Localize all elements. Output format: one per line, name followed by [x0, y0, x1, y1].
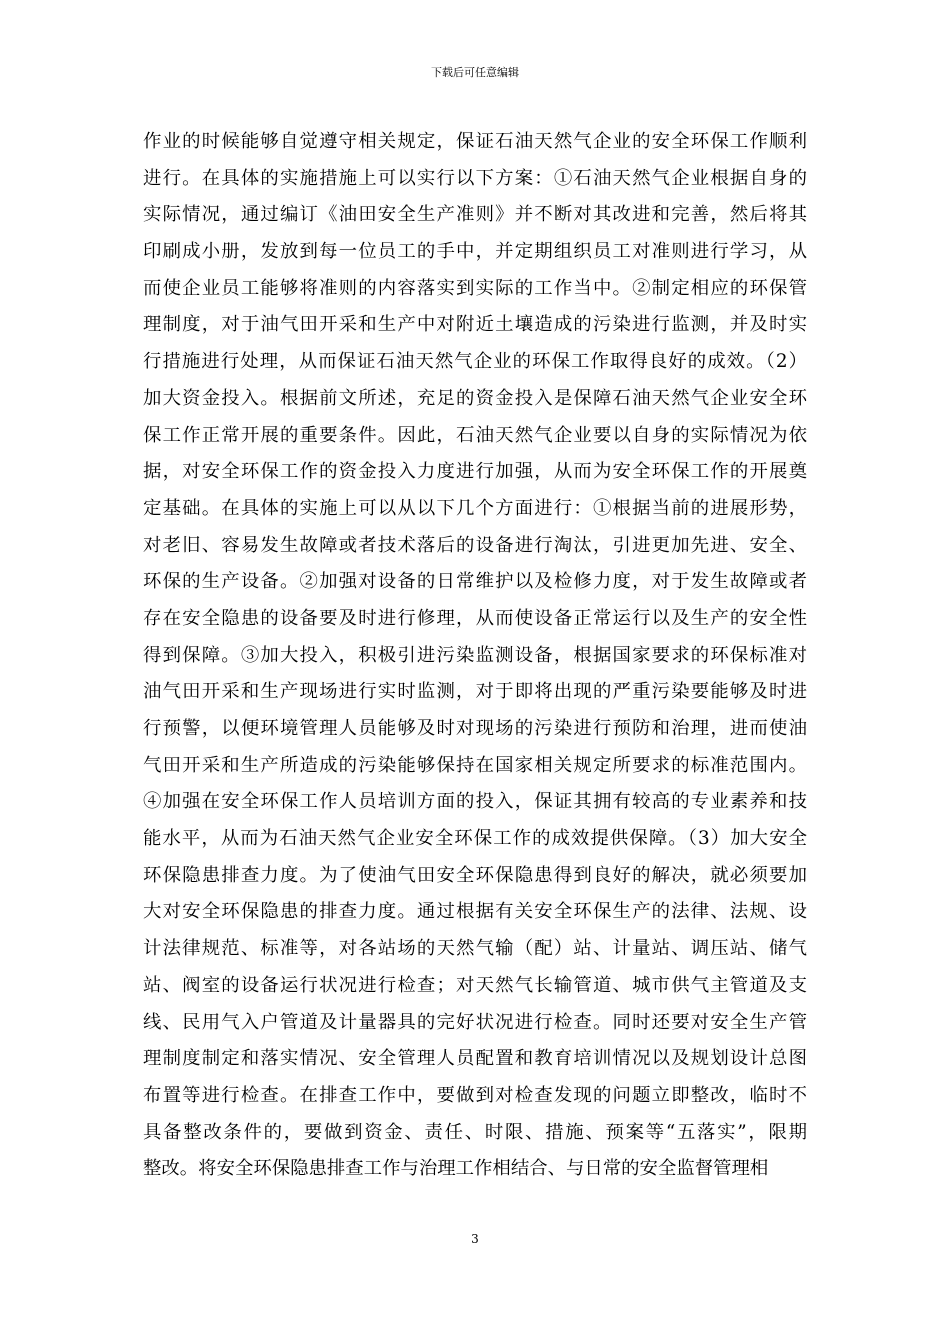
body-line: 印刷成小册，发放到每一位员工的手中，并定期组织员工对准则进行学习，从: [143, 241, 807, 263]
body-line: 环保的生产设备。②加强对设备的日常维护以及检修力度，对于发生故障或者: [143, 571, 807, 593]
body-line: 理制度，对于油气田开采和生产中对附近土壤造成的污染进行监测，并及时实: [143, 314, 807, 336]
body-line: 保工作正常开展的重要条件。因此，石油天然气企业要以自身的实际情况为依: [143, 424, 807, 446]
body-line: 布置等进行检查。在排查工作中，要做到对检查发现的问题立即整改，临时不: [143, 1084, 807, 1106]
body-line: 加大资金投入。根据前文所述，充足的资金投入是保障石油天然气企业安全环: [143, 387, 807, 409]
body-line: 大对安全环保隐患的排查力度。通过根据有关安全环保生产的法律、法规、设: [143, 901, 807, 923]
body-line: 而使企业员工能够将准则的内容落实到实际的工作当中。②制定相应的环保管: [143, 277, 807, 299]
body-line: 油气田开采和生产现场进行实时监测，对于即将出现的严重污染要能够及时进: [143, 681, 807, 703]
page-number: 3: [471, 1232, 479, 1246]
body-line: 得到保障。③加大投入，积极引进污染监测设备，根据国家要求的环保标准对: [143, 644, 807, 666]
body-line: 作业的时候能够自觉遵守相关规定，保证石油天然气企业的安全环保工作顺利: [143, 131, 807, 152]
body-line: 进行。在具体的实施措施上可以实行以下方案：①石油天然气企业根据自身的: [143, 167, 807, 189]
body-line: 对老旧、容易发生故障或者技术落后的设备进行淘汰，引进更加先进、安全、: [143, 534, 807, 556]
body-line: 能水平，从而为石油天然气企业安全环保工作的成效提供保障。（3）加大安全: [143, 828, 807, 850]
body-line: 线、民用气入户管道及计量器具的完好状况进行检查。同时还要对安全生产管: [143, 1011, 807, 1033]
body-line: ④加强在安全环保工作人员培训方面的投入，保证其拥有较高的专业素养和技: [143, 791, 807, 813]
body-line: 计法律规范、标准等，对各站场的天然气输（配）站、计量站、调压站、储气: [143, 938, 807, 960]
body-line: 实际情况，通过编订《油田安全生产准则》并不断对其改进和完善，然后将其: [143, 204, 807, 226]
page-header: 下载后可任意编辑: [431, 66, 519, 79]
body-line: 整改。将安全环保隐患排查工作与治理工作相结合、与日常的安全监督管理相: [143, 1158, 769, 1180]
body-line: 气田开采和生产所造成的污染能够保持在国家相关规定所要求的标准范围内。: [143, 754, 807, 776]
body-line: 据，对安全环保工作的资金投入力度进行加强，从而为安全环保工作的开展奠: [143, 461, 807, 483]
body-line: 具备整改条件的，要做到资金、责任、时限、措施、预案等“五落实”，限期: [143, 1121, 807, 1143]
body-line: 行预警，以便环境管理人员能够及时对现场的污染进行预防和治理，进而使油: [143, 718, 807, 739]
body-line: 行措施进行处理，从而保证石油天然气企业的环保工作取得良好的成效。（2）: [143, 351, 807, 373]
document-body: [143, 124, 807, 1188]
body-line: 环保隐患排查力度。为了使油气田安全环保隐患得到良好的解决，就必须要加: [143, 864, 807, 886]
body-line: 理制度制定和落实情况、安全管理人员配置和教育培训情况以及规划设计总图: [143, 1048, 807, 1070]
body-line: 存在安全隐患的设备要及时进行修理，从而使设备正常运行以及生产的安全性: [143, 607, 807, 629]
body-line: 定基础。在具体的实施上可以从以下几个方面进行：①根据当前的进展形势，: [143, 497, 807, 519]
body-line: 站、阀室的设备运行状况进行检查；对天然气长输管道、城市供气主管道及支: [143, 974, 807, 996]
